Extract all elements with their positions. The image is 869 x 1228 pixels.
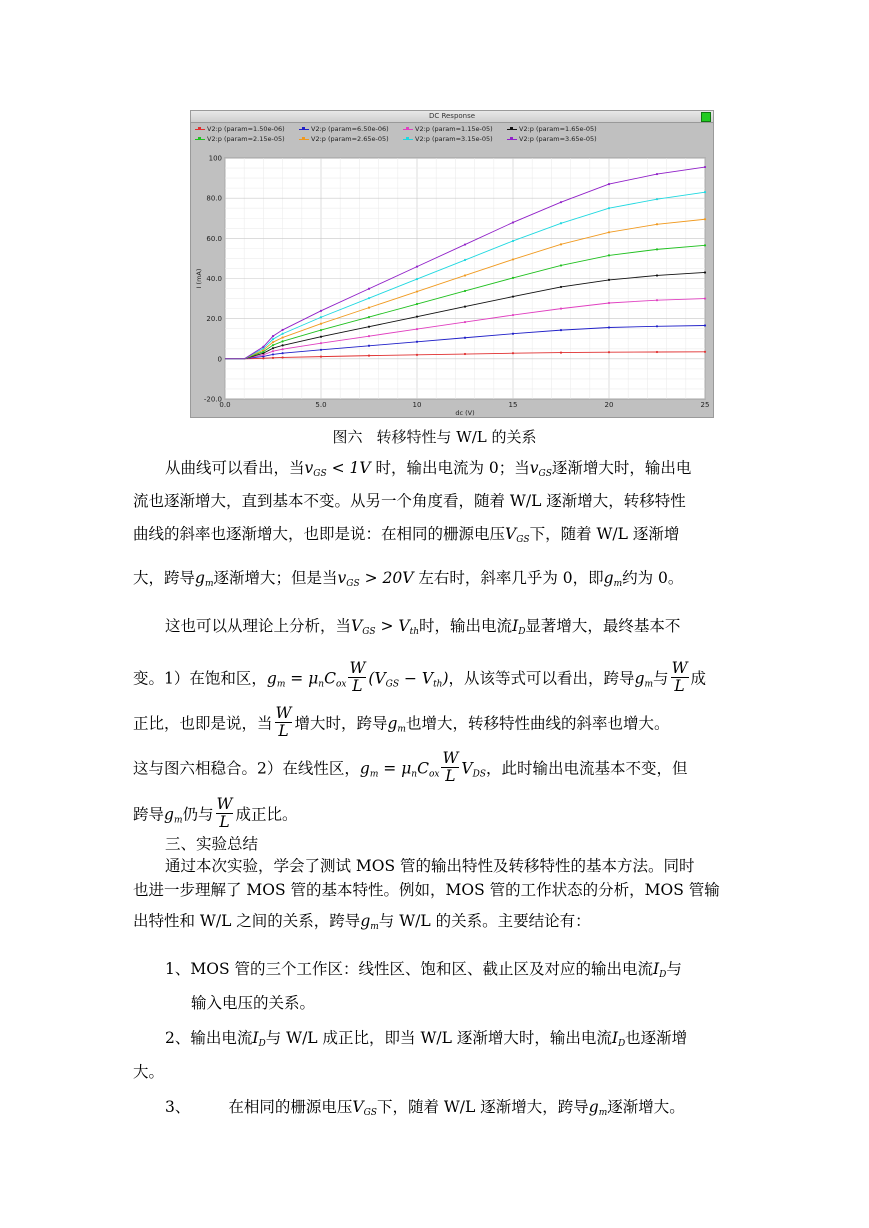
math-sub: D [617, 1039, 626, 1049]
fraction-w-over-l [441, 750, 459, 785]
frac-den: L [445, 767, 456, 785]
series-point [416, 316, 418, 318]
math-sub: GS [385, 679, 400, 690]
series-point [272, 335, 274, 337]
caption-text: 转移特性与 W/L 的关系 [376, 428, 537, 446]
text: 与 [666, 960, 682, 978]
frac-num: W [442, 749, 459, 767]
series-point [560, 286, 562, 288]
math-mu: μ [308, 669, 319, 688]
section3-line1: 通过本次实验，学会了测试 MOS 管的输出特性及转移特性的基本方法。同时 [165, 857, 695, 875]
series-point [416, 341, 418, 343]
legend-label: V2:p (param=2.15e-05) [207, 135, 285, 143]
math-sub: m [644, 679, 654, 690]
math-sub: m [370, 922, 379, 932]
series-point [320, 349, 322, 351]
math-sub: ox [428, 769, 440, 780]
series-point [560, 329, 562, 331]
math-g: g [634, 669, 645, 688]
text: 时，输出电流为 0；当 [375, 459, 530, 477]
math-sub: m [598, 1108, 608, 1118]
math-sub: n [411, 769, 418, 780]
y-tick-label: 60.0 [206, 234, 222, 243]
math-V: V [374, 669, 386, 688]
y-axis-label: I (mA) [195, 268, 203, 289]
math-sub: GS [516, 535, 530, 545]
series-point [282, 340, 284, 342]
math-v: v [337, 569, 347, 587]
series-point [704, 324, 706, 326]
text: 逐渐增大时，输出电 [551, 459, 692, 477]
text: 也增大，转移特性曲线的斜率也增大。 [405, 714, 670, 733]
series-point [368, 345, 370, 347]
series-point [320, 323, 322, 325]
math-sub: m [369, 769, 379, 780]
math-v: v [304, 459, 314, 477]
text: 从曲线可以看出，当 [165, 459, 305, 477]
frac-den: L [219, 813, 230, 831]
series-point [560, 201, 562, 203]
fraction-w-over-l [348, 660, 366, 695]
text: 2、输出电流 [165, 1029, 253, 1047]
para1-line1 [165, 458, 743, 484]
legend-label: V2:p (param=1.65e-05) [519, 125, 597, 133]
series-point [320, 316, 322, 318]
text: 约为 0。 [622, 569, 684, 587]
math-sub: D [258, 1039, 266, 1049]
series-point [704, 297, 706, 299]
math-gt-20v: > 20V [359, 569, 419, 587]
text: 与 [653, 669, 669, 688]
series-point [608, 302, 610, 304]
math-sub: m [613, 579, 623, 589]
frac-den: L [674, 677, 685, 695]
series-point [368, 288, 370, 290]
legend-label: V2:p (param=1.15e-05) [415, 125, 493, 133]
series-point [320, 329, 322, 331]
math-g: g [387, 714, 398, 733]
text: 增大时，跨导 [294, 714, 388, 733]
series-point [464, 306, 466, 308]
text: 这与图六相稳合。2）在线性区， [133, 759, 360, 778]
fraction-w-over-l [275, 705, 293, 740]
text: 在相同的栅源电压 [228, 1098, 353, 1116]
series-point [608, 254, 610, 256]
text: 大，跨导 [133, 569, 196, 587]
series-point [320, 356, 322, 358]
series-point [282, 333, 284, 335]
series-point [272, 350, 274, 352]
series-point [464, 259, 466, 261]
math-sub: DS [472, 769, 486, 780]
math-V: V [398, 617, 410, 635]
math-lt-1v: < 1V [326, 459, 376, 477]
math-mu: μ [401, 759, 412, 778]
math-g: g [360, 912, 371, 930]
math-eq: = [378, 759, 402, 778]
text: ，此时输出电流基本不变，但 [485, 759, 688, 778]
y-tick-label: -20.0 [203, 395, 222, 404]
series-point [368, 307, 370, 309]
series-point [608, 231, 610, 233]
math-sub: GS [538, 469, 552, 479]
series-point [320, 342, 322, 344]
series-point [512, 314, 514, 316]
series-point [656, 351, 658, 353]
frac-den: L [352, 677, 363, 695]
series-point [512, 295, 514, 297]
series-point [368, 335, 370, 337]
series-point [512, 221, 514, 223]
dc-response-figure [190, 110, 714, 418]
text: 出特性和 W/L 之间的关系，跨导 [133, 912, 361, 930]
para2-line3 [133, 704, 743, 742]
series-point [416, 278, 418, 280]
math-sub: GS [363, 1108, 377, 1118]
x-tick-label: 20 [604, 401, 614, 409]
series-point [416, 303, 418, 305]
series-point [416, 266, 418, 268]
text: 时，输出电流 [419, 617, 513, 635]
text: 与 W/L 成正比，即当 W/L 逐渐增大时，输出电流 [265, 1029, 612, 1047]
math-g: g [603, 569, 614, 587]
fraction-w-over-l [216, 796, 234, 831]
legend-label: V2:p (param=3.65e-05) [519, 135, 597, 143]
series-point [512, 352, 514, 354]
text: 成正比。 [235, 805, 298, 824]
series-point [320, 336, 322, 338]
series-point [560, 264, 562, 266]
math-sub: m [173, 815, 183, 826]
series-point [464, 353, 466, 355]
math-sub: n [318, 679, 325, 690]
text: 逐渐增大；但是当 [213, 569, 338, 587]
frac-num: W [349, 659, 366, 677]
text: 正比，也即是说，当 [133, 714, 273, 733]
legend-label: V2:p (param=1.50e-06) [207, 125, 285, 133]
conclusion-1-line2: 输入电压的关系。 [191, 994, 316, 1012]
series-point [656, 248, 658, 250]
text: 跨导 [133, 805, 165, 824]
series-point [656, 223, 658, 225]
series-point [416, 290, 418, 292]
series-point [272, 338, 274, 340]
series-point [368, 355, 370, 357]
series-point [464, 321, 466, 323]
math-g: g [195, 569, 205, 587]
series-point [560, 243, 562, 245]
conclusion-2-line2: 大。 [133, 1063, 165, 1081]
section3-line2: 也进一步理解了 MOS 管的基本特性。例如，MOS 管的工作状态的分析，MOS 管输 [133, 881, 720, 899]
text: 显著增大，最终基本不 [525, 617, 681, 635]
y-tick-label: 100 [208, 154, 222, 163]
figure-window-title: DC Response [191, 111, 713, 123]
math-sub: th [433, 679, 443, 690]
math-C: C [324, 669, 336, 688]
para2-line1 [165, 616, 743, 642]
math-I: I [252, 1029, 259, 1047]
section3-line3 [133, 911, 743, 937]
text: 下，随着 W/L 逐渐增大，跨导 [376, 1098, 589, 1116]
math-I: I [611, 1029, 618, 1047]
series-point [368, 326, 370, 328]
math-V: V [351, 617, 363, 635]
text: 逐渐增大。 [607, 1098, 685, 1116]
math-V: V [461, 759, 473, 778]
math-sub: m [204, 579, 214, 589]
para1-line3 [133, 524, 743, 550]
text: 也逐渐增 [625, 1029, 688, 1047]
series-point [368, 297, 370, 299]
series-point [704, 351, 706, 353]
math-paren: ( [368, 669, 375, 688]
legend-label: V2:p (param=6.50e-06) [311, 125, 389, 133]
para2-line4 [133, 749, 743, 787]
series-point [656, 299, 658, 301]
series-point [320, 310, 322, 312]
series-point [512, 277, 514, 279]
frac-num: W [275, 704, 292, 722]
legend-label: V2:p (param=2.65e-05) [311, 135, 389, 143]
series-point [262, 346, 264, 348]
series-point [704, 271, 706, 273]
series-point [560, 308, 562, 310]
math-I: I [512, 617, 519, 635]
text: 变。1）在饱和区， [133, 669, 267, 688]
text: 1、MOS 管的三个工作区：线性区、饱和区、截止区及对应的输出电流 [165, 960, 653, 978]
math-sub: m [397, 724, 406, 735]
math-sub: GS [346, 579, 360, 589]
text: 与 W/L 的关系。主要结论有： [378, 912, 591, 930]
series-point [656, 173, 658, 175]
series-point [608, 326, 610, 328]
series-point [272, 353, 274, 355]
x-axis-label: dc (V) [455, 409, 475, 417]
math-gt: > [375, 617, 399, 635]
x-tick-label: 10 [412, 401, 422, 409]
math-g: g [359, 759, 370, 778]
math-sub: GS [362, 627, 376, 637]
series-point [282, 356, 284, 358]
series-point [272, 341, 274, 343]
series-point [704, 191, 706, 193]
series-point [656, 198, 658, 200]
math-sub: D [659, 970, 667, 980]
series-point [282, 336, 284, 338]
series-point [512, 240, 514, 242]
x-tick-label: 25 [700, 401, 710, 409]
frac-num: W [671, 659, 688, 677]
text: 仍与 [182, 805, 214, 824]
series-point [656, 325, 658, 327]
series-point [282, 329, 284, 331]
math-eq: = [285, 669, 309, 688]
text: 左右时，斜率几乎为 0，即 [418, 569, 604, 587]
series-point [656, 274, 658, 276]
y-tick-label: 80.0 [206, 194, 222, 203]
text: 3、 [165, 1098, 191, 1116]
math-g: g [164, 805, 174, 824]
conclusion-2-line1 [165, 1028, 743, 1054]
math-sub: ox [335, 679, 347, 690]
math-v: v [529, 459, 539, 477]
math-g: g [266, 669, 277, 688]
legend-label: V2:p (param=3.15e-05) [415, 135, 493, 143]
section3-heading: 三、实验总结 [165, 835, 259, 853]
chart-plot [191, 111, 715, 419]
text: 成 [690, 669, 707, 688]
series-point [272, 347, 274, 349]
para1-line4 [133, 568, 743, 594]
conclusion-1-line1 [165, 959, 743, 985]
series-point [282, 344, 284, 346]
x-tick-label: 5.0 [315, 401, 327, 409]
series-point [608, 207, 610, 209]
series-point [608, 351, 610, 353]
para2-line5 [133, 795, 743, 833]
text: 下，随着 W/L 逐渐增 [529, 525, 680, 543]
math-V: V [352, 1098, 364, 1116]
series-point [464, 290, 466, 292]
series-point [560, 222, 562, 224]
series-point [704, 166, 706, 168]
series-point [416, 328, 418, 330]
math-g: g [588, 1098, 599, 1116]
figure-caption [0, 426, 869, 447]
series-point [272, 357, 274, 359]
math-sub: D [518, 627, 526, 637]
para2-line2 [133, 659, 743, 697]
math-I: I [653, 960, 660, 978]
para1-line2: 流也逐渐增大，直到基本不变。从另一个角度看，随着 W/L 逐渐增大，转移特性 [133, 492, 686, 510]
caption-label: 图六 [332, 428, 363, 446]
text: 曲线的斜率也逐渐增大，也即是说：在相同的栅源电压 [133, 525, 506, 543]
series-point [464, 337, 466, 339]
series-point [608, 183, 610, 185]
series-point [282, 352, 284, 354]
math-V: V [505, 525, 517, 543]
frac-num: W [216, 795, 233, 813]
x-tick-label: 15 [508, 401, 518, 409]
series-point [272, 344, 274, 346]
series-point [368, 316, 370, 318]
math-minus: − [399, 669, 422, 688]
conclusion-3 [165, 1097, 743, 1123]
math-sub: th [409, 627, 420, 637]
series-point [464, 274, 466, 276]
series-point [512, 258, 514, 260]
series-point [512, 333, 514, 335]
series-point [704, 244, 706, 246]
fraction-w-over-l [671, 660, 689, 695]
x-tick-label: 0.0 [219, 401, 231, 409]
series-point [560, 352, 562, 354]
series-point [608, 279, 610, 281]
math-sub: GS [313, 469, 327, 479]
series-point [282, 348, 284, 350]
series-point [464, 243, 466, 245]
math-C: C [417, 759, 429, 778]
text: ，从该等式可以看出，跨导 [448, 669, 635, 688]
text: 这也可以从理论上分析，当 [165, 617, 352, 635]
y-tick-label: 40.0 [206, 275, 222, 283]
series-point [704, 218, 706, 220]
y-tick-label: 0 [217, 355, 222, 364]
frac-den: L [278, 722, 289, 740]
math-V: V [421, 669, 434, 688]
y-tick-label: 20.0 [206, 315, 222, 324]
series-point [416, 354, 418, 356]
math-sub: m [276, 679, 286, 690]
math-paren: ) [442, 669, 449, 688]
